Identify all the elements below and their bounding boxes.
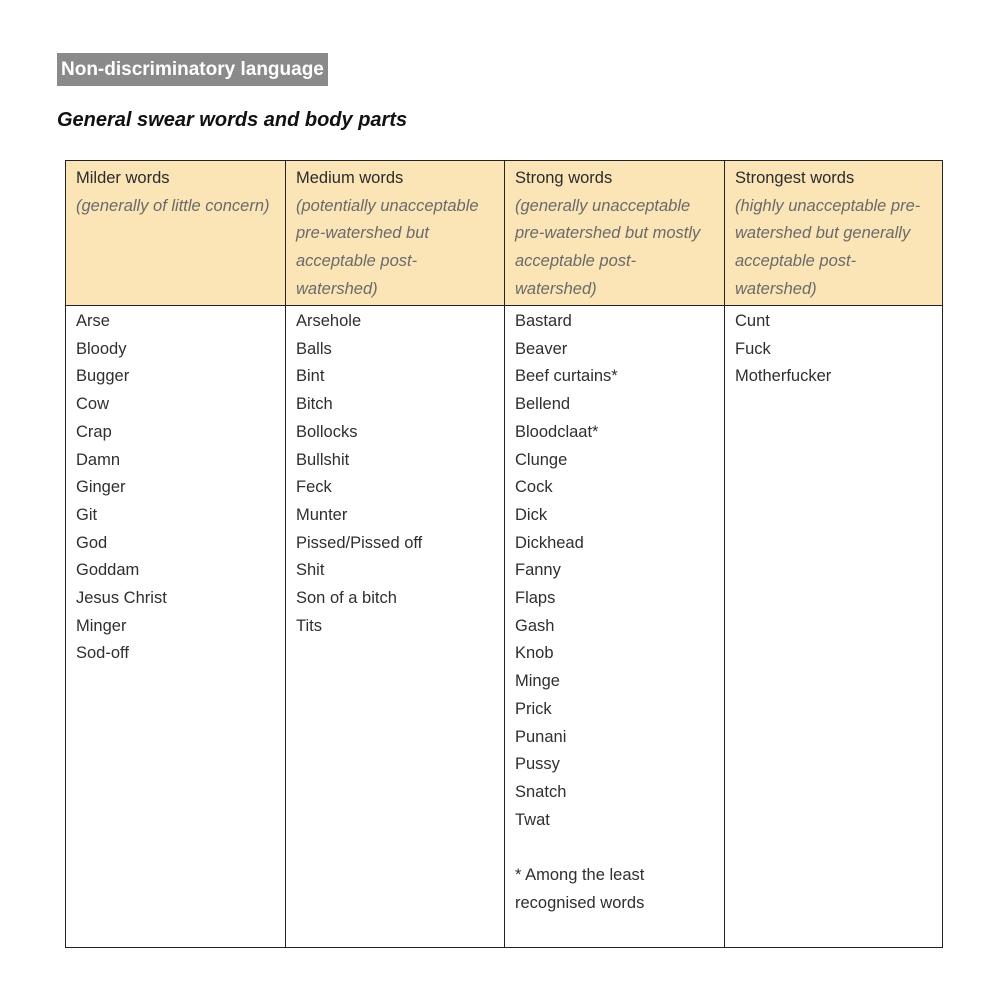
column-header: [505, 161, 724, 306]
word-list: [725, 306, 942, 391]
swear-words-table: [65, 160, 943, 948]
column-header: [66, 161, 285, 306]
list-item: Git: [76, 505, 98, 524]
list-item: Cock: [515, 478, 553, 497]
list-item: Flaps: [515, 589, 556, 608]
list-item: Minge: [515, 672, 560, 691]
list-item: Minger: [76, 616, 127, 635]
list-item: Bollocks: [296, 422, 358, 441]
list-item: Shit: [296, 561, 325, 580]
list-item: Clunge: [515, 450, 568, 469]
column-title: Strongest words: [735, 169, 855, 187]
list-item: Bloodclaat*: [515, 422, 599, 441]
column-milder: [66, 161, 285, 947]
list-item: Tits: [296, 616, 322, 635]
list-item: Balls: [296, 339, 332, 358]
list-item: Goddam: [76, 561, 140, 580]
column-description: (generally of little concern): [76, 196, 270, 215]
list-item: Prick: [515, 699, 552, 718]
table-subheading: General swear words and body parts: [57, 109, 408, 131]
list-item: Munter: [296, 505, 348, 524]
word-list: [505, 306, 724, 917]
column-medium: [285, 161, 504, 947]
list-item: Snatch: [515, 782, 567, 801]
section-tag: Non-discriminatory language: [57, 53, 328, 86]
list-item: Bugger: [76, 367, 130, 386]
list-item: Cow: [76, 395, 110, 414]
list-item: Fanny: [515, 561, 561, 580]
footnote: * Among the least recognised words: [515, 866, 645, 912]
list-item: Ginger: [76, 478, 126, 497]
list-item: Beaver: [515, 339, 568, 358]
list-item: Knob: [515, 644, 554, 663]
list-item: Cunt: [735, 312, 770, 330]
list-item: Bellend: [515, 395, 571, 414]
word-list: [66, 306, 285, 668]
list-item: Motherfucker: [735, 367, 832, 386]
list-item: Feck: [296, 478, 332, 497]
list-item: Pussy: [515, 755, 560, 774]
column-description: (generally unacceptable pre-watershed but mostly acceptable post-watershed): [515, 196, 701, 298]
list-item: Beef curtains*: [515, 367, 618, 386]
list-item: Fuck: [735, 339, 771, 358]
list-item: Arsehole: [296, 312, 362, 330]
list-item: Dick: [515, 505, 548, 524]
list-item: Bullshit: [296, 450, 350, 469]
list-item: Son of a bitch: [296, 589, 397, 608]
list-item: Pissed/Pissed off: [296, 533, 423, 552]
list-item: Arse: [76, 312, 110, 330]
list-item: Bloody: [76, 339, 127, 358]
column-description: (highly unacceptable pre-watershed but generally acceptable post-watershed): [735, 196, 921, 298]
list-item: Gash: [515, 616, 555, 635]
list-item: Crap: [76, 422, 112, 441]
list-item: Damn: [76, 450, 121, 469]
list-item: God: [76, 533, 108, 552]
column-header: [725, 161, 942, 306]
column-title: Milder words: [76, 169, 170, 187]
column-title: Medium words: [296, 169, 404, 187]
list-item: Bitch: [296, 395, 333, 414]
list-item: Jesus Christ: [76, 589, 167, 608]
list-item: Bastard: [515, 312, 572, 330]
list-item: Twat: [515, 810, 550, 829]
column-title: Strong words: [515, 169, 613, 187]
list-item: Bint: [296, 367, 325, 386]
column-description: (potentially unacceptable pre-watershed but acceptable post-watershed): [296, 196, 479, 298]
column-strong: [504, 161, 724, 947]
list-item: Sod-off: [76, 644, 129, 663]
column-header: [286, 161, 504, 306]
word-list: [286, 306, 504, 640]
list-item: Punani: [515, 727, 567, 746]
list-item: Dickhead: [515, 533, 584, 552]
column-strongest: [724, 161, 942, 947]
